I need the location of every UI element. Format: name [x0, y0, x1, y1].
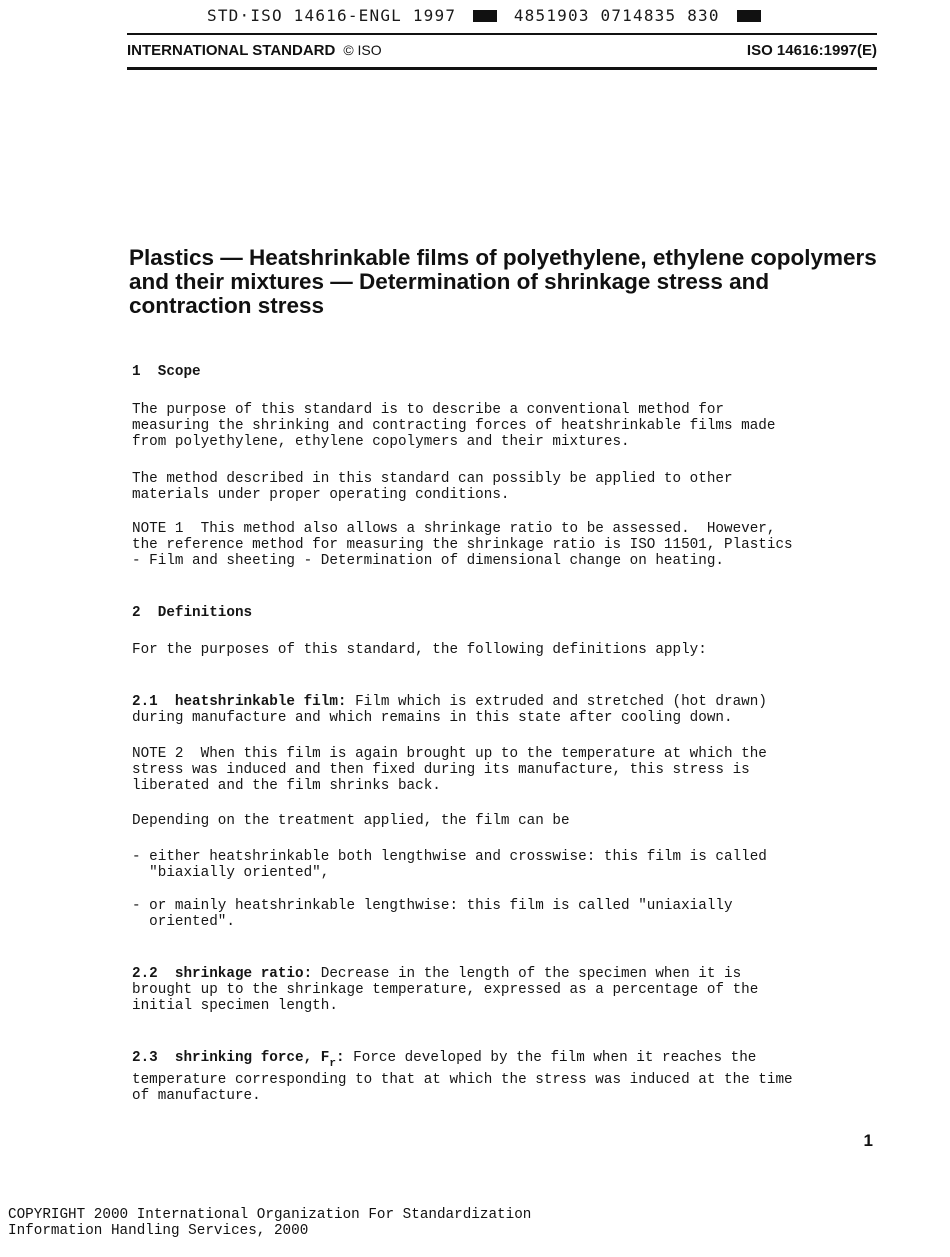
- header-document-number: ISO 14616:1997(E): [746, 42, 877, 59]
- section-2-heading: 2 Definitions: [132, 605, 253, 621]
- treatment-intro: Depending on the treatment applied, the film can be: [132, 813, 570, 829]
- copyright-notice: COPYRIGHT 2000 International Organization For Standardization Information Handling Services, 2000: [8, 1207, 532, 1239]
- document-code-line: [207, 6, 767, 25]
- header-standard-label: INTERNATIONAL STANDARD: [127, 42, 336, 59]
- definition-2-1-line1: Film which is extruded and stretched (hot drawn): [346, 694, 767, 710]
- definition-2-1-term: 2.1 heatshrinkable film:: [132, 694, 347, 710]
- page-title: Plastics — Heatshrinkable films of polyethylene, ethylene copolymers and their mixtures — Determination of shrinkage stress and contraction stress: [129, 245, 877, 318]
- page-number: 1: [863, 1131, 873, 1150]
- header-left: [127, 42, 382, 59]
- definition-2-2-line1: Decrease in the length of the specimen when it is: [312, 966, 742, 982]
- definition-2-3-line1: Force developed by the film when it reaches the: [344, 1050, 757, 1066]
- definition-2-2: [132, 966, 892, 1014]
- header-bottom-rule: [127, 67, 877, 70]
- document-code-right: 830: [687, 6, 720, 25]
- document-code-mid: 4851903 0714835: [513, 6, 677, 25]
- definition-2-3-term: 2.3 shrinking force, F: [132, 1050, 330, 1066]
- bullet-uniaxial: - or mainly heatshrinkable lengthwise: this film is called "uniaxially oriented".: [132, 898, 733, 930]
- definition-2-3-subscript: r: [329, 1058, 336, 1070]
- block-mark: [473, 10, 497, 22]
- note-2: NOTE 2 When this film is again brought up to the temperature at which the stress was induced and then fixed during its manufacture, this stress is liberated and the film shrinks back.: [132, 746, 767, 794]
- document-code-left: STD·ISO 14616-ENGL 1997: [207, 6, 457, 25]
- definition-2-1: [132, 694, 892, 726]
- section-1-heading: 1 Scope: [132, 364, 201, 380]
- definition-2-3: [132, 1050, 892, 1104]
- definition-2-1-rest: during manufacture and which remains in this state after cooling down.: [132, 710, 733, 726]
- header-top-rule: [127, 33, 877, 35]
- definition-2-2-term: 2.2 shrinkage ratio:: [132, 966, 313, 982]
- definitions-intro: For the purposes of this standard, the following definitions apply:: [132, 642, 707, 658]
- definition-2-3-colon: :: [335, 1050, 345, 1066]
- definition-2-2-rest: brought up to the shrinkage temperature, expressed as a percentage of the initial specimen length.: [132, 982, 759, 1014]
- header-iso: © ISO: [343, 42, 382, 58]
- scope-paragraph-1: The purpose of this standard is to describe a conventional method for measuring the shrinking and contracting forces of heatshrinkable films made from polyethylene, ethylene copolymers and their mixtures.: [132, 402, 776, 450]
- block-mark: [737, 10, 761, 22]
- bullet-biaxial: - either heatshrinkable both lengthwise and crosswise: this film is called "biaxially oriented",: [132, 849, 767, 881]
- definition-2-3-rest: temperature corresponding to that at which the stress was induced at the time of manufacture.: [132, 1072, 793, 1104]
- note-1: NOTE 1 This method also allows a shrinkage ratio to be assessed. However, the reference method for measuring the shrinkage ratio is ISO 11501, Plastics - Film and sheeting - Determination of dimensional change on heating.: [132, 521, 793, 569]
- scope-paragraph-2: The method described in this standard can possibly be applied to other materials under proper operating conditions.: [132, 471, 733, 503]
